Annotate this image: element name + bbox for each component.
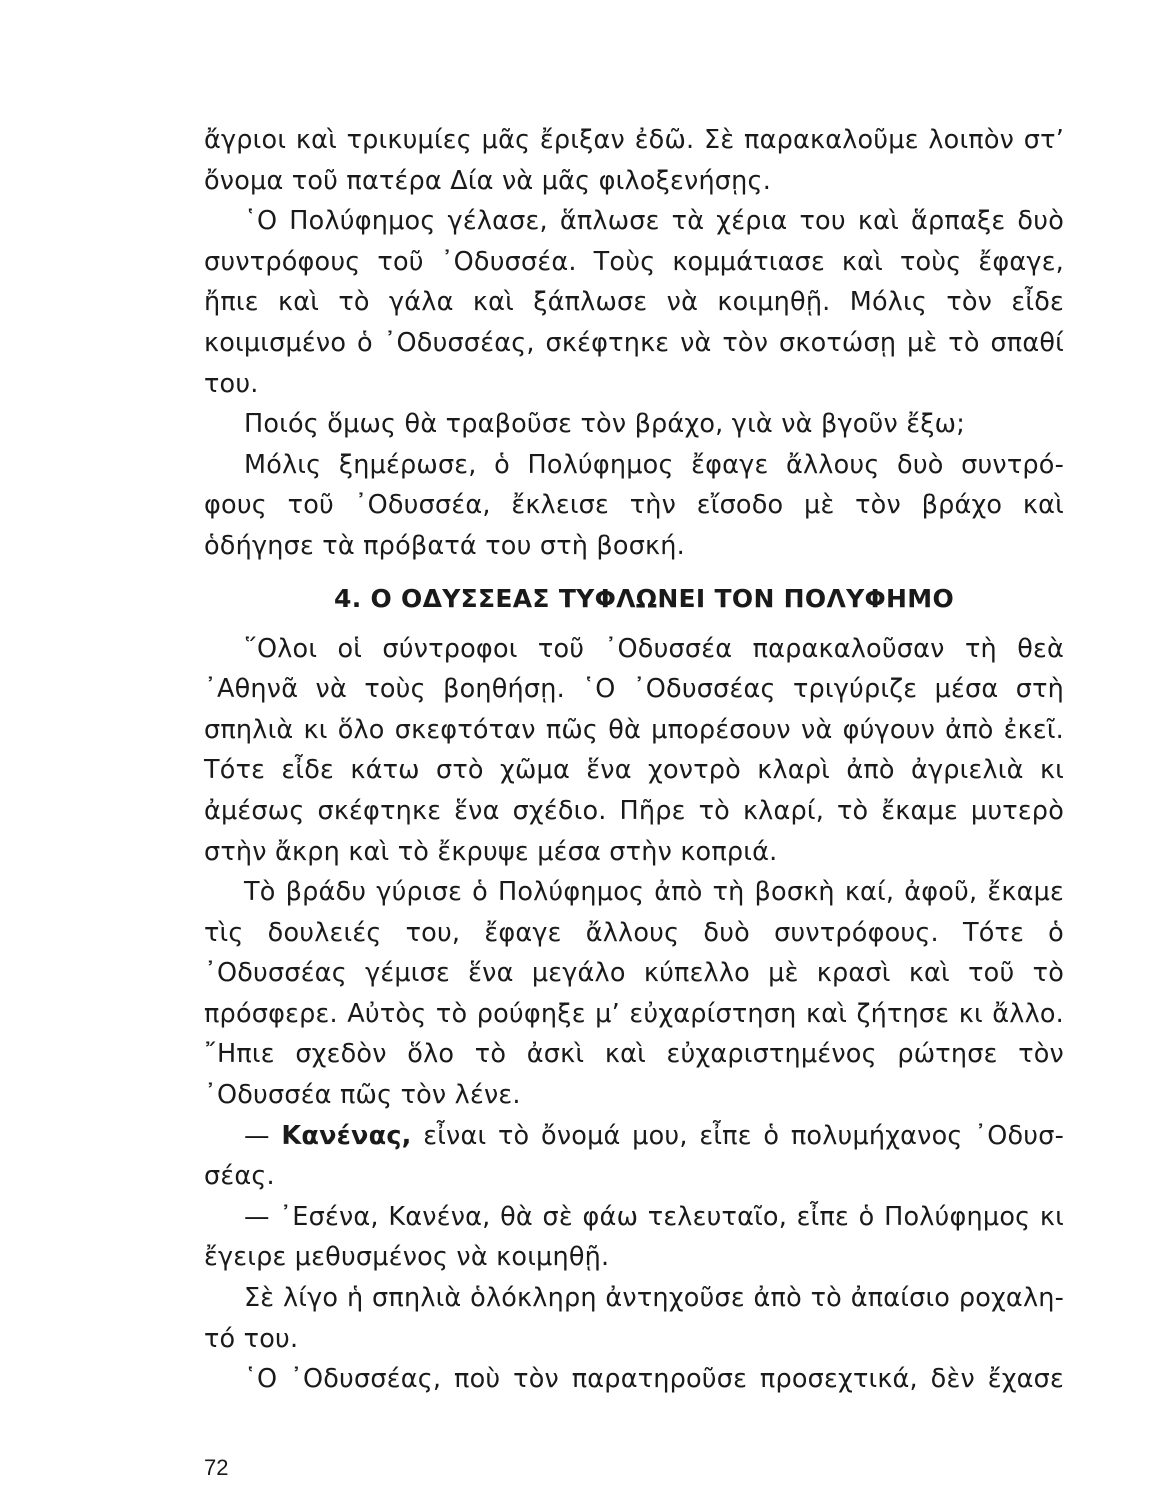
text-line: ἤπιε καὶ τὸ γάλα καὶ ξάπλωσε νὰ κοιμηθῇ. Μόλις τὸν εἶδε (204, 287, 1064, 318)
dialog-dash: — (244, 1120, 270, 1151)
text-line: φους τοῦ ᾿Οδυσσέα, ἔκλεισε τὴν εἴσοδο μὲ τὸν βράχο καὶ (204, 490, 1064, 521)
dialog-rest: εἶναι τὸ ὄνομά μου, εἶπε ὁ πολυμήχανος ᾿Οδυσ- (411, 1120, 1065, 1151)
text-line: ᾿Οδυσσέα πῶς τὸν λένε. (204, 1080, 521, 1111)
text-line: Τότε εἶδε κάτω στὸ χῶμα ἕνα χοντρὸ κλαρὶ ἀπὸ ἀγριελιὰ κι (204, 755, 1064, 786)
text-line: ῾Ο Πολύφημος γέλασε, ἅπλωσε τὰ χέρια του καὶ ἅρπαξε δυὸ (244, 206, 1064, 237)
text-line: τό του. (204, 1323, 299, 1354)
page-body (204, 120, 1064, 1400)
text-line: Ποιός ὅμως θὰ τραβοῦσε τὸν βράχο, γιὰ νὰ βγοῦν ἔξω; (244, 409, 965, 440)
text-line: ὄνομα τοῦ πατέρα Δία νὰ μᾶς φιλοξενήσῃς. (204, 165, 771, 196)
text-line: ἄγριοι καὶ τρικυμίες μᾶς ἔριξαν ἐδῶ. Σὲ παρακαλοῦμε λοιπὸν στ’ (204, 125, 1064, 155)
text-line: ῞Ολοι οἱ σύντροφοι τοῦ ᾿Οδυσσέα παρακαλοῦσαν τὴ θεὰ (244, 633, 1064, 664)
text-line: στὴν ἄκρη καὶ τὸ ἔκρυψε μέσα στὴν κοπριά. (204, 836, 778, 867)
text-line: ἀμέσως σκέφτηκε ἕνα σχέδιο. Πῆρε τὸ κλαρί, τὸ ἔκαμε μυτερὸ (204, 795, 1064, 826)
text-line: του. (204, 368, 259, 399)
text-line: πρόσφερε. Αὐτὸς τὸ ρούφηξε μ’ εὐχαρίστηση καὶ ζήτησε κι ἄλλο. (204, 998, 1064, 1029)
text-line: Σὲ λίγο ἡ σπηλιὰ ὁλόκληρη ἀντηχοῦσε ἀπὸ τὸ ἀπαίσιο ροχαλη- (244, 1283, 1064, 1314)
text-line: ἔγειρε μεθυσμένος νὰ κοιμηθῇ. (204, 1242, 610, 1273)
page-number: 72 (204, 1455, 229, 1480)
text-line: Τὸ βράδυ γύρισε ὁ Πολύφημος ἀπὸ τὴ βοσκὴ καί, ἀφοῦ, ἔκαμε (244, 877, 1064, 908)
text-line: κοιμισμένο ὁ ᾿Οδυσσέας, σκέφτηκε νὰ τὸν σκοτώσῃ μὲ τὸ σπαθί (204, 327, 1064, 358)
text-line: συντρόφους τοῦ ᾿Οδυσσέα. Τοὺς κομμάτιασε καὶ τοὺς ἔφαγε, (204, 246, 1064, 277)
text-line: ῾Ο ᾿Οδυσσέας, ποὺ τὸν παρατηροῦσε προσεχτικά, δὲν ἔχασε (244, 1364, 1064, 1395)
text-line: σέας. (204, 1161, 275, 1192)
dialog-line (204, 1116, 1064, 1157)
text-line: τὶς δουλειές του, ἔφαγε ἄλλους δυὸ συντρόφους. Τότε ὁ (204, 917, 1064, 948)
dialog-name-bold: Κανένας, (281, 1120, 412, 1151)
text-line: ῎Ηπιε σχεδὸν ὅλο τὸ ἀσκὶ καὶ εὐχαριστημένος ρώτησε τὸν (204, 1039, 1064, 1070)
text-line: ᾿Αθηνᾶ νὰ τοὺς βοηθήσῃ. ῾Ο ᾿Οδυσσέας τριγύριζε μέσα στὴ (204, 674, 1064, 705)
text-line: σπηλιὰ κι ὅλο σκεφτόταν πῶς θὰ μπορέσουν νὰ φύγουν ἀπὸ ἐκεῖ. (204, 714, 1064, 745)
dialog-line: — ᾿Εσένα, Κανένα, θὰ σὲ φάω τελευταῖο, εἶπε ὁ Πολύφημος κι (244, 1201, 1064, 1232)
section-heading: 4. Ο ΟΔΥΣΣΕΑΣ ΤΥΦΛΩΝΕΙ ΤΟΝ ΠΟΛΥΦΗΜΟ (334, 583, 954, 613)
text-line: Μόλις ξημέρωσε, ὁ Πολύφημος ἔφαγε ἄλλους δυὸ συντρό- (244, 449, 1064, 480)
text-line: ᾿Οδυσσέας γέμισε ἕνα μεγάλο κύπελλο μὲ κρασὶ καὶ τοῦ τὸ (204, 958, 1064, 989)
text-line: ὁδήγησε τὰ πρόβατά του στὴ βοσκή. (204, 530, 685, 561)
